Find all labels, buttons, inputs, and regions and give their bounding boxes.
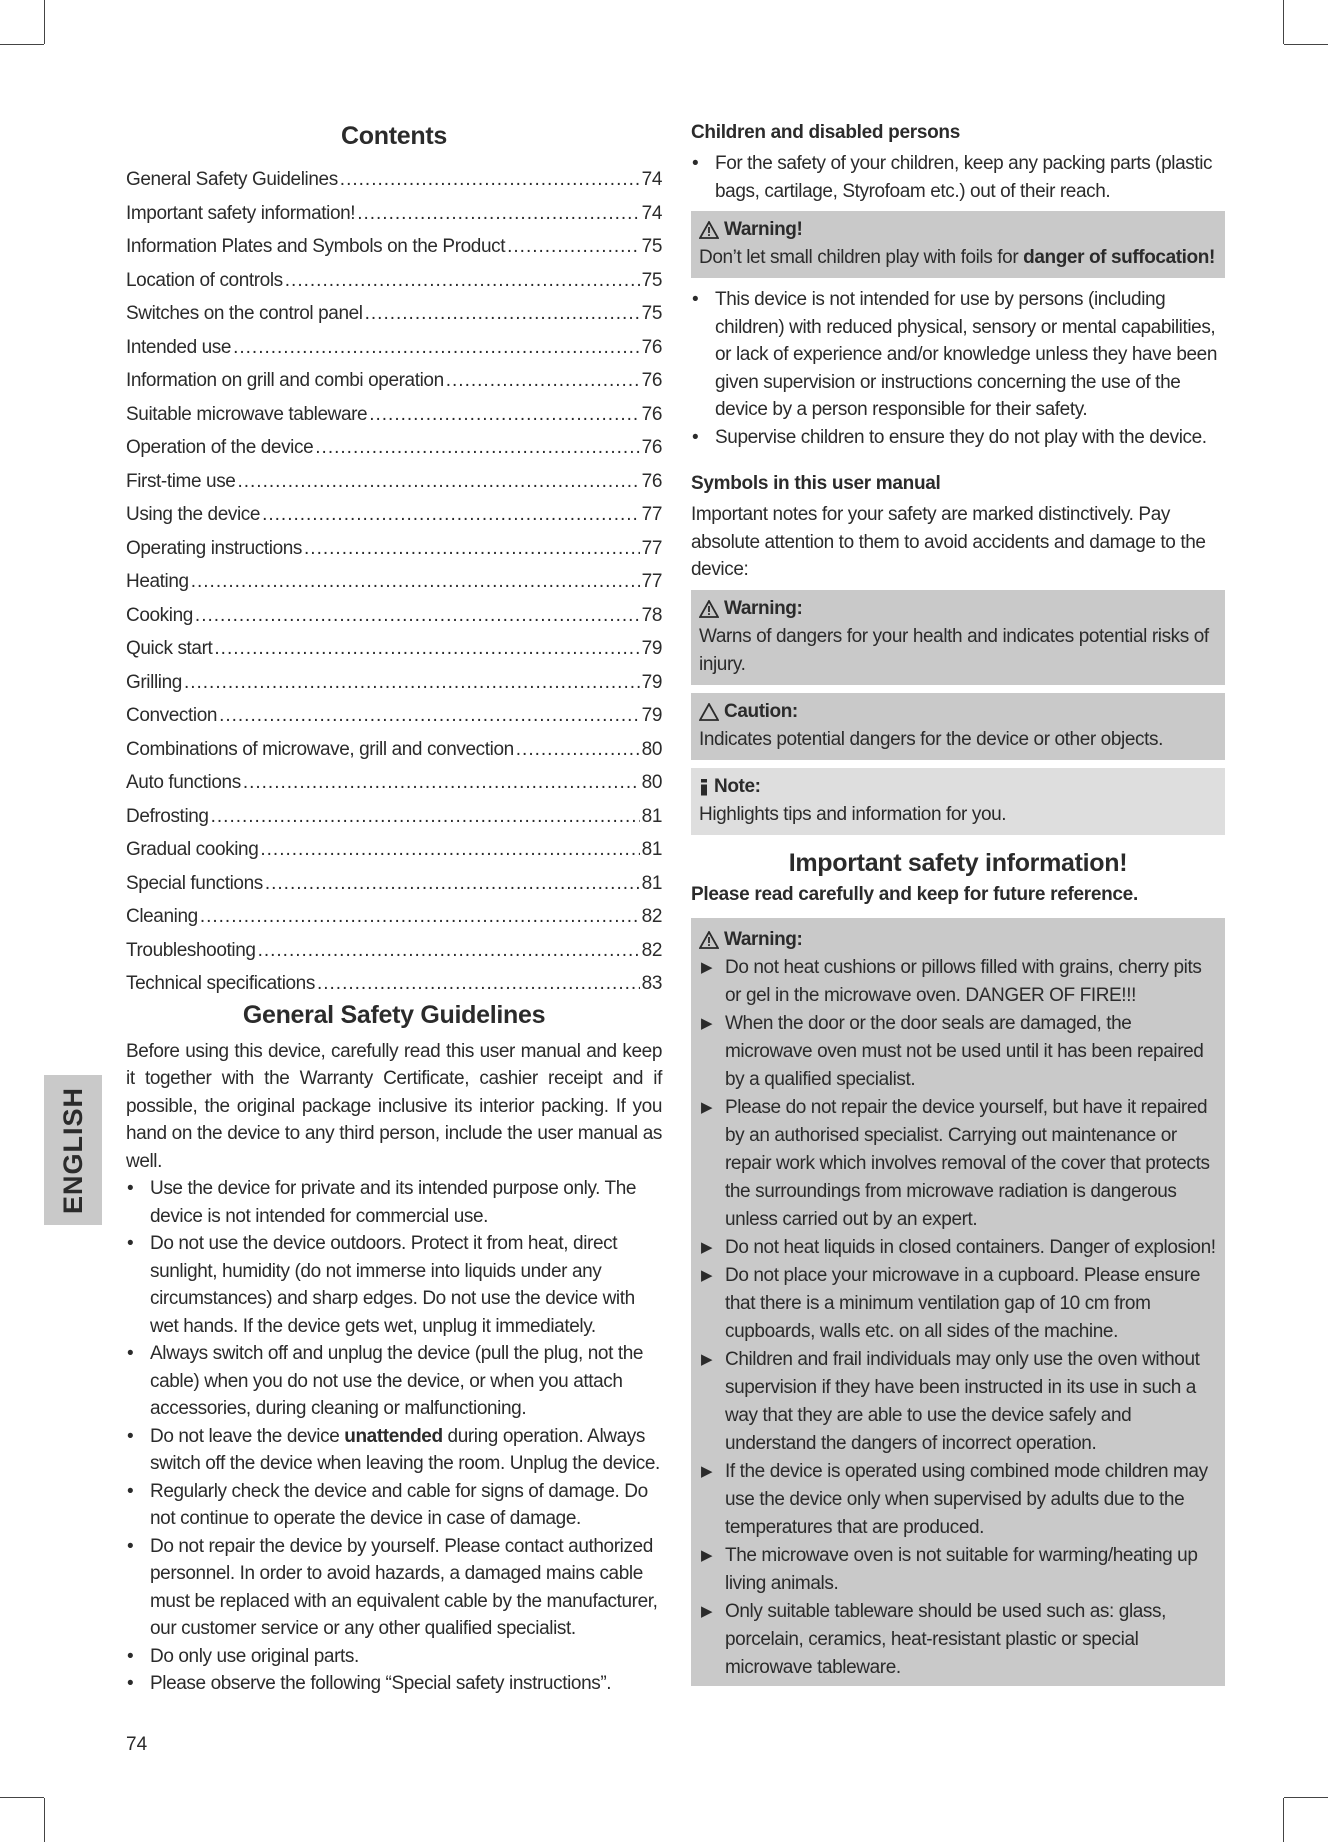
- symbol-note-box: [691, 768, 1225, 835]
- general-safety-title: General Safety Guidelines: [242, 1000, 546, 1029]
- toc-item-page: 82: [641, 939, 662, 961]
- crop-mark: [1284, 1797, 1328, 1798]
- toc-item: [126, 364, 662, 398]
- toc-item-label: Cleaning: [126, 906, 198, 927]
- toc-item-label: Operating instructions: [126, 537, 303, 559]
- toc-item-page: 81: [641, 872, 662, 894]
- language-label: ENGLISH: [57, 1086, 88, 1214]
- toc-item-label: Defrosting: [126, 805, 209, 827]
- warning-item: ▶ The microwave oven is not suitable for warming/heating up living animals.: [699, 1542, 1217, 1598]
- toc-item-page: 81: [641, 805, 662, 827]
- children-more-list: [691, 286, 1225, 451]
- toc-leader-dots: [315, 431, 639, 465]
- children-list: [691, 150, 1225, 205]
- toc-item-page: 77: [641, 537, 662, 559]
- info-icon: [699, 778, 709, 796]
- toc-item-page: 82: [641, 906, 662, 927]
- toc-item-label: Troubleshooting: [126, 939, 256, 961]
- toc-item-label: Suitable microwave tableware: [126, 403, 368, 425]
- crop-mark: [1283, 0, 1284, 44]
- warning-icon: [699, 931, 719, 949]
- toc-leader-dots: [191, 565, 640, 599]
- toc-item-page: 79: [641, 671, 662, 693]
- symbol-note-text: Highlights tips and information for you.: [699, 803, 1007, 825]
- symbol-warning-title: Warning:: [724, 597, 803, 619]
- toc-item: [126, 766, 662, 800]
- toc-item-label: Quick start: [126, 638, 213, 659]
- toc-item: [126, 532, 662, 566]
- list-item: • Regularly check the device and cable for signs of damage. Do not continue to operate the device in case of damage.: [126, 1478, 662, 1533]
- toc-item-label: First-time use: [126, 470, 236, 492]
- symbols-intro: Important notes for your safety are marked distinctively. Pay absolute attention to them to avoid accidents and damage to the device:: [691, 504, 1206, 580]
- toc-item: [126, 431, 662, 465]
- list-item: • Do not repair the device by yourself. Please contact authorized personnel. In order to avoid hazards, a damaged mains cable must be replaced with an equivalent cable by the manufacturer, our customer service or any other qualified specialist.: [126, 1533, 662, 1643]
- table-of-contents: [126, 163, 662, 1001]
- toc-item: [126, 465, 662, 499]
- toc-item: [126, 733, 662, 767]
- toc-item: [126, 565, 662, 599]
- toc-item-label: Operation of the device: [126, 437, 314, 458]
- crop-mark: [44, 1798, 45, 1842]
- general-safety-intro: Before using this device, carefully read this user manual and keep it together with the Warranty Certificate, cashier receipt and if possible, the original package inclusive its interior packing. If you hand on the device to any third person, include the user manual as well.: [126, 1040, 662, 1172]
- warning-item: ▶ Do not heat liquids in closed containers. Danger of explosion!: [699, 1234, 1217, 1262]
- toc-item: [126, 967, 662, 1001]
- toc-leader-dots: [237, 465, 639, 499]
- warning-item: ▶ Children and frail individuals may only use the oven without supervision if they have been instructed in its use in such a way that they are able to use the device safely and understand the dangers of incorrect operation.: [699, 1346, 1217, 1458]
- crop-mark: [0, 1797, 44, 1798]
- important-warning-box: [691, 918, 1225, 1686]
- warning-item: ▶ If the device is operated using combined mode children may use the device only when supervised by adults due to the temperatures that are produced.: [699, 1458, 1217, 1542]
- toc-item-page: 75: [641, 236, 662, 257]
- warning-text: [699, 244, 1217, 272]
- toc-item-page: 78: [641, 604, 662, 626]
- toc-leader-dots: [258, 934, 640, 968]
- toc-item-page: 80: [641, 772, 662, 793]
- toc-item-label: Intended use: [126, 336, 232, 358]
- symbol-warning-heading: [699, 595, 1217, 623]
- toc-item-page: 75: [641, 303, 662, 324]
- caution-icon: [699, 703, 719, 721]
- toc-leader-dots: [285, 264, 640, 298]
- toc-item-label: Convection: [126, 705, 218, 726]
- right-column: [691, 122, 1225, 1694]
- important-safety-subtitle: Please read carefully and keep for future reference.: [691, 883, 1138, 905]
- symbol-caution-box: [691, 693, 1225, 760]
- toc-leader-dots: [211, 800, 640, 834]
- toc-leader-dots: [265, 867, 640, 901]
- toc-item-page: 76: [641, 437, 662, 458]
- warning-text-emphasis: danger of suffocation!: [1023, 247, 1215, 268]
- warning-icon: [699, 221, 719, 239]
- toc-item: [126, 900, 662, 934]
- toc-item-page: 74: [641, 202, 662, 224]
- children-title: Children and disabled persons: [691, 122, 960, 143]
- symbol-caution-heading: [699, 698, 1217, 726]
- toc-item: [126, 800, 662, 834]
- toc-item-label: Switches on the control panel: [126, 303, 363, 324]
- toc-item-label: Information on grill and combi operation: [126, 370, 444, 391]
- warning-item: ▶ Please do not repair the device yourself, but have it repaired by an authorised specialist. Carrying out maintenance or repair work which involves removal of the cover that protects the surroundings from microwave radiation is dangerous unless carried out by an expert.: [699, 1094, 1217, 1234]
- toc-item-page: 75: [641, 269, 662, 291]
- symbol-caution-text: Indicates potential dangers for the device or other objects.: [699, 728, 1163, 750]
- toc-item-label: Gradual cooking: [126, 839, 259, 860]
- list-item-text: Do not leave the device: [150, 1425, 345, 1447]
- general-safety-list: [126, 1175, 662, 1698]
- toc-leader-dots: [369, 398, 639, 432]
- crop-mark: [1284, 44, 1328, 45]
- toc-item-page: 77: [641, 571, 662, 592]
- list-item: • For the safety of your children, keep any packing parts (plastic bags, cartilage, Styrofoam etc.) out of their reach.: [691, 150, 1225, 205]
- toc-leader-dots: [200, 900, 640, 934]
- warning-item: ▶ When the door or the door seals are damaged, the microwave oven must not be used until it has been repaired by a qualified specialist.: [699, 1010, 1217, 1094]
- toc-item-label: Grilling: [126, 671, 182, 693]
- toc-item-label: Auto functions: [126, 772, 241, 793]
- important-warning-heading: [699, 926, 1217, 954]
- list-item: [126, 1423, 662, 1478]
- toc-item-page: 79: [641, 638, 662, 659]
- toc-item: [126, 197, 662, 231]
- toc-leader-dots: [262, 498, 640, 532]
- toc-leader-dots: [233, 331, 640, 365]
- warning-item: ▶ Only suitable tableware should be used such as: glass, porcelain, ceramics, heat-resistant plastic or special microwave tableware.: [699, 1598, 1217, 1682]
- toc-item-label: Heating: [126, 571, 189, 592]
- toc-item-page: 76: [641, 336, 662, 358]
- toc-leader-dots: [195, 599, 640, 633]
- toc-item-label: Cooking: [126, 604, 193, 626]
- toc-item-label: Important safety information!: [126, 202, 356, 224]
- important-safety-title: Important safety information!: [788, 848, 1128, 877]
- toc-item-label: Using the device: [126, 504, 261, 525]
- toc-item: [126, 599, 662, 633]
- important-warning-list: [699, 954, 1217, 1682]
- important-warning-title: Warning:: [724, 928, 803, 950]
- toc-item: [126, 230, 662, 264]
- list-item: • Do not use the device outdoors. Protect it from heat, direct sunlight, humidity (do not immerse into liquids under any circumstances) and sharp edges. Do not use the device with wet hands. If the device gets wet, unplug it immediately.: [126, 1230, 662, 1340]
- toc-leader-dots: [357, 197, 639, 231]
- toc-item-page: 77: [641, 504, 662, 525]
- symbol-warning-text: Warns of dangers for your health and indicates potential risks of injury.: [699, 625, 1209, 675]
- toc-item-label: General Safety Guidelines: [126, 169, 338, 190]
- warning-heading: [699, 216, 1217, 244]
- list-item: • Always switch off and unplug the device (pull the plug, not the cable) when you do not use the device, or when you attach accessories, during cleaning or malfunctioning.: [126, 1340, 662, 1423]
- warning-text-part: Don’t let small children play with foils for: [699, 247, 1024, 268]
- symbol-note-heading: [699, 773, 1217, 801]
- list-item: • This device is not intended for use by persons (including children) with reduced physical, sensory or mental capabilities, or lack of experience and/or knowledge unless they have been given supervision or instructions concerning the use of the device by a person responsible for their safety.: [691, 286, 1225, 424]
- toc-leader-dots: [516, 733, 640, 767]
- toc-leader-dots: [219, 699, 640, 733]
- toc-item: [126, 498, 662, 532]
- toc-item-label: Technical specifications: [126, 973, 315, 994]
- toc-item: [126, 632, 662, 666]
- toc-item: [126, 867, 662, 901]
- left-column: [126, 122, 662, 1698]
- toc-item: [126, 297, 662, 331]
- toc-item-page: 74: [641, 169, 662, 190]
- toc-leader-dots: [260, 833, 639, 867]
- contents-title: Contents: [341, 122, 447, 150]
- toc-leader-dots: [507, 230, 640, 264]
- warning-item: ▶ Do not place your microwave in a cupboard. Please ensure that there is a minimum ventilation gap of 10 cm from cupboards, walls etc. on all sides of the machine.: [699, 1262, 1217, 1346]
- list-item-emphasis: unattended: [344, 1425, 443, 1447]
- toc-item-label: Location of controls: [126, 269, 283, 291]
- toc-item-page: 83: [641, 973, 662, 994]
- list-item-text: during operation. Always switch off the device when leaving the room. Unplug the device.: [150, 1425, 660, 1474]
- toc-item: [126, 833, 662, 867]
- toc-item: [126, 398, 662, 432]
- warning-title: Warning!: [724, 219, 803, 240]
- list-item: • Use the device for private and its intended purpose only. The device is not intended for commercial use.: [126, 1175, 662, 1230]
- list-item: • Supervise children to ensure they do not play with the device.: [691, 424, 1225, 452]
- toc-item-page: 81: [641, 839, 662, 860]
- symbol-caution-title: Caution:: [724, 700, 798, 722]
- language-tab: [44, 1075, 102, 1225]
- toc-item-label: Combinations of microwave, grill and convection: [126, 738, 514, 760]
- toc-item-label: Information Plates and Symbols on the Product: [126, 236, 506, 257]
- toc-item-page: 80: [641, 738, 662, 760]
- list-item: • Please observe the following “Special safety instructions”.: [126, 1670, 662, 1698]
- toc-item-page: 76: [641, 470, 662, 492]
- toc-item: [126, 264, 662, 298]
- toc-item: [126, 163, 662, 197]
- toc-leader-dots: [304, 532, 640, 566]
- symbols-title: Symbols in this user manual: [691, 473, 941, 494]
- toc-leader-dots: [214, 632, 639, 666]
- toc-item-page: 79: [641, 705, 662, 726]
- toc-item-label: Special functions: [126, 872, 263, 894]
- toc-item: [126, 666, 662, 700]
- toc-leader-dots: [340, 163, 640, 197]
- toc-item: [126, 934, 662, 968]
- suffocation-warning-box: [691, 211, 1225, 278]
- toc-leader-dots: [365, 297, 640, 331]
- toc-leader-dots: [243, 766, 640, 800]
- list-item: • Do only use original parts.: [126, 1643, 662, 1671]
- page-number: 74: [126, 1734, 148, 1755]
- crop-mark: [0, 44, 44, 45]
- toc-item: [126, 699, 662, 733]
- toc-leader-dots: [184, 666, 640, 700]
- warning-icon: [699, 600, 719, 618]
- crop-mark: [1283, 1798, 1284, 1842]
- toc-item-page: 76: [641, 370, 662, 391]
- crop-mark: [44, 0, 45, 44]
- toc-item-page: 76: [641, 403, 662, 425]
- warning-item: ▶ Do not heat cushions or pillows filled with grains, cherry pits or gel in the microwave oven. DANGER OF FIRE!!!: [699, 954, 1217, 1010]
- toc-leader-dots: [317, 967, 640, 1001]
- symbol-note-title: Note:: [714, 775, 761, 797]
- toc-leader-dots: [446, 364, 640, 398]
- symbol-warning-box: [691, 590, 1225, 685]
- toc-item: [126, 331, 662, 365]
